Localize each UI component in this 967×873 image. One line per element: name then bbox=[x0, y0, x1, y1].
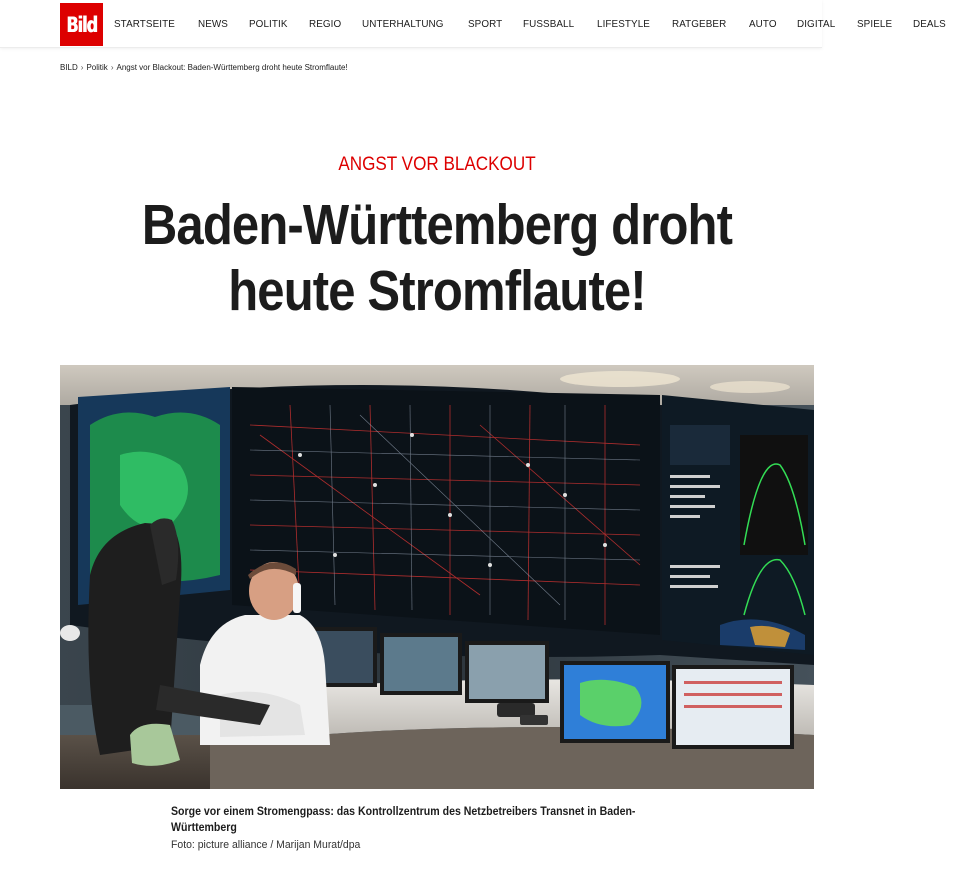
bild-logo[interactable] bbox=[60, 3, 103, 46]
breadcrumb-item-bild[interactable]: BILD bbox=[60, 63, 78, 72]
nav-item-startseite[interactable]: STARTSEITE bbox=[114, 18, 175, 30]
nav-item-news[interactable]: NEWS bbox=[197, 18, 228, 30]
nav-item-deals[interactable]: DEALS bbox=[913, 18, 947, 30]
nav-item-sport[interactable]: SPORT bbox=[467, 18, 503, 30]
nav-item-fussball[interactable]: FUSSBALL bbox=[523, 18, 575, 30]
nav-item-auto[interactable]: AUTO bbox=[748, 18, 777, 30]
breadcrumb bbox=[60, 63, 348, 72]
breadcrumb-separator: › bbox=[110, 63, 114, 72]
main-menu bbox=[114, 0, 967, 48]
nav-item-ratgeber[interactable]: RATGEBER bbox=[672, 18, 727, 30]
control-room-illustration bbox=[60, 365, 814, 789]
nav-item-digital[interactable]: DIGITAL bbox=[797, 18, 836, 30]
breadcrumb-item-politik[interactable]: Politik bbox=[86, 63, 108, 72]
nav-item-spiele[interactable]: SPIELE bbox=[857, 18, 893, 30]
article-kicker: ANGST VOR BLACKOUT bbox=[338, 154, 536, 175]
article-headline bbox=[0, 192, 874, 324]
top-navigation bbox=[0, 0, 947, 48]
nav-item-lifestyle[interactable]: LIFESTYLE bbox=[596, 18, 650, 30]
headline-line-1: Baden-Württemberg droht bbox=[141, 193, 733, 257]
photo-credit: Foto: picture alliance / Marijan Murat/dpa bbox=[171, 839, 361, 851]
breadcrumb-current-page: Angst vor Blackout: Baden-Württemberg droht heute Stromflaute! bbox=[116, 63, 348, 72]
bild-logo-text: Bild bbox=[66, 11, 97, 38]
headline-line-2: heute Stromflaute! bbox=[228, 259, 646, 323]
caption-text: Sorge vor einem Stromengpass: das Kontrollzentrum des Netzbetreibers Transnet in Baden-Württemberg bbox=[171, 806, 636, 834]
nav-item-politik[interactable]: POLITIK bbox=[248, 18, 288, 30]
nav-item-unterhaltung[interactable]: UNTERHALTUNG bbox=[362, 18, 444, 30]
breadcrumb-separator: › bbox=[80, 63, 84, 72]
photo-caption bbox=[171, 804, 671, 853]
article-photo[interactable] bbox=[60, 365, 814, 789]
nav-item-regio[interactable]: REGIO bbox=[308, 18, 341, 30]
